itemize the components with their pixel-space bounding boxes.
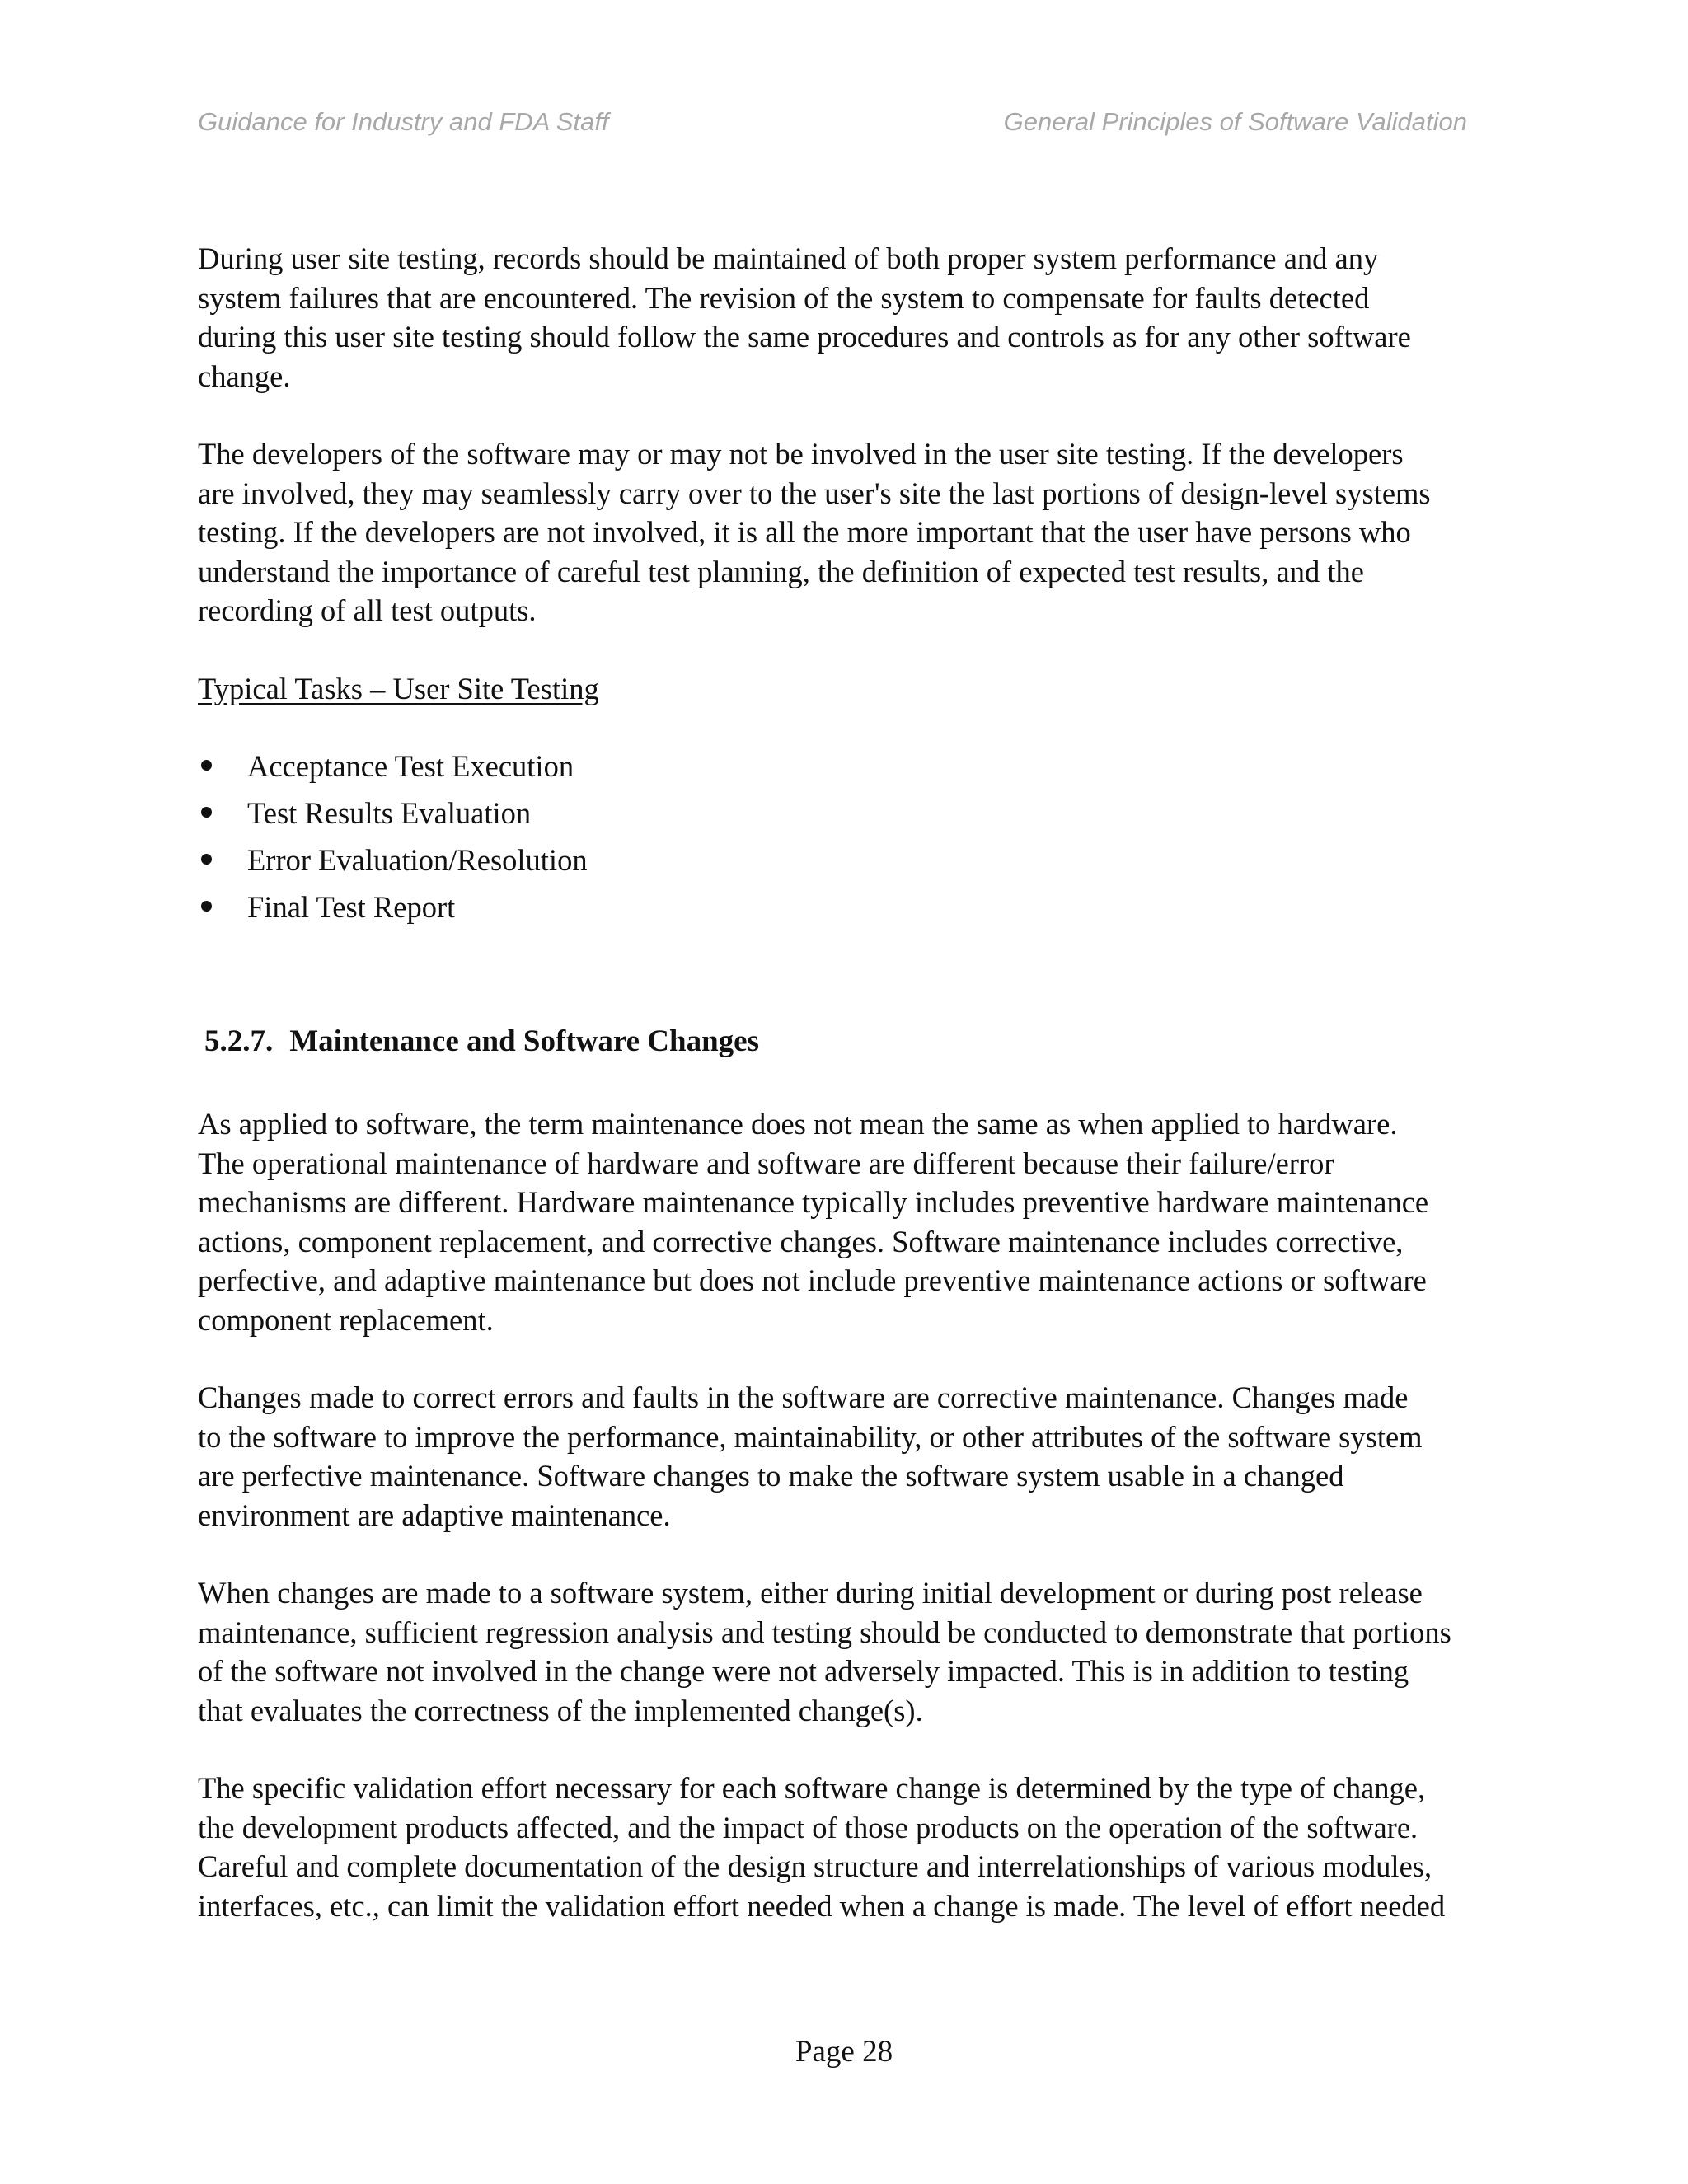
bullet-icon: [201, 901, 212, 912]
list-item-label: Final Test Report: [247, 890, 456, 924]
header-document-title: Guidance for Industry and FDA Staff: [198, 107, 609, 136]
running-header: [198, 107, 1467, 148]
header-section-title: General Principles of Software Validation: [1003, 107, 1467, 136]
bullet-icon: [201, 760, 212, 771]
bullet-icon: [201, 854, 212, 865]
typical-tasks-heading: Typical Tasks – User Site Testing: [198, 671, 599, 705]
paragraph-user-site-records: During user site testing, records should be maintained of both proper system performance and any system failures that are encountered. The revision of the system to compensate for faults detected during this user site testing should follow the same procedures and controls as for any other software change.: [198, 241, 1411, 393]
list-item: [198, 743, 1492, 790]
bullet-icon: [201, 807, 212, 818]
list-item-label: Test Results Evaluation: [247, 796, 532, 830]
page-number: Page 28: [795, 2035, 893, 2069]
page-body: [198, 239, 1492, 1964]
list-item: [198, 790, 1492, 837]
section-title: Maintenance and Software Changes: [289, 1024, 759, 1058]
paragraph-regression-testing: When changes are made to a software system, either during initial development or during post release maintenance, sufficient regression analysis and testing should be conducted to demonstrate that portions of the software not involved in the change were not adversely impacted. This is in addition to testing that evaluates the correctness of the implemented change(s).: [198, 1576, 1451, 1727]
list-item-label: Error Evaluation/Resolution: [247, 843, 588, 877]
paragraph-validation-effort: The specific validation effort necessary for each software change is determined by the type of change, the development products affected, and the impact of those products on the operation of the software. Careful and complete documentation of the design structure and interrelationships of various modules, interfaces, etc., can limit the validation effort needed when a change is made. The level of effort needed: [198, 1771, 1446, 1923]
list-item-label: Acceptance Test Execution: [247, 749, 574, 783]
list-item: [198, 837, 1492, 883]
paragraph-maintenance-definition: As applied to software, the term maintenance does not mean the same as when applied to hardware. The operational maintenance of hardware and software are different because their failure/error mechanisms are different. Hardware maintenance typically includes preventive hardware maintenance actions, component replacement, and corrective changes. Software maintenance includes corrective, perfective, and adaptive maintenance but does not include preventive maintenance actions or software component replacement.: [198, 1107, 1429, 1337]
typical-tasks-list: [198, 743, 1492, 930]
section-number: 5.2.7.: [204, 1024, 274, 1058]
paragraph-developers-involvement: The developers of the software may or may not be involved in the user site testing. If the developers are involved, they may seamlessly carry over to the user's site the last portions of design-level systems testing. If the developers are not involved, it is all the more important that the user have persons who understand the importance of careful test planning, the definition of expected test results, and the recording of all test outputs.: [198, 437, 1431, 627]
section-heading: [204, 1022, 1492, 1061]
list-item: [198, 883, 1492, 930]
paragraph-maintenance-types: Changes made to correct errors and faults in the software are corrective maintenance. Changes made to the software to improve the performance, maintainability, or other attributes of the software system are perfective maintenance. Software changes to make the software system usable in a changed environment are adaptive maintenance.: [198, 1380, 1423, 1532]
